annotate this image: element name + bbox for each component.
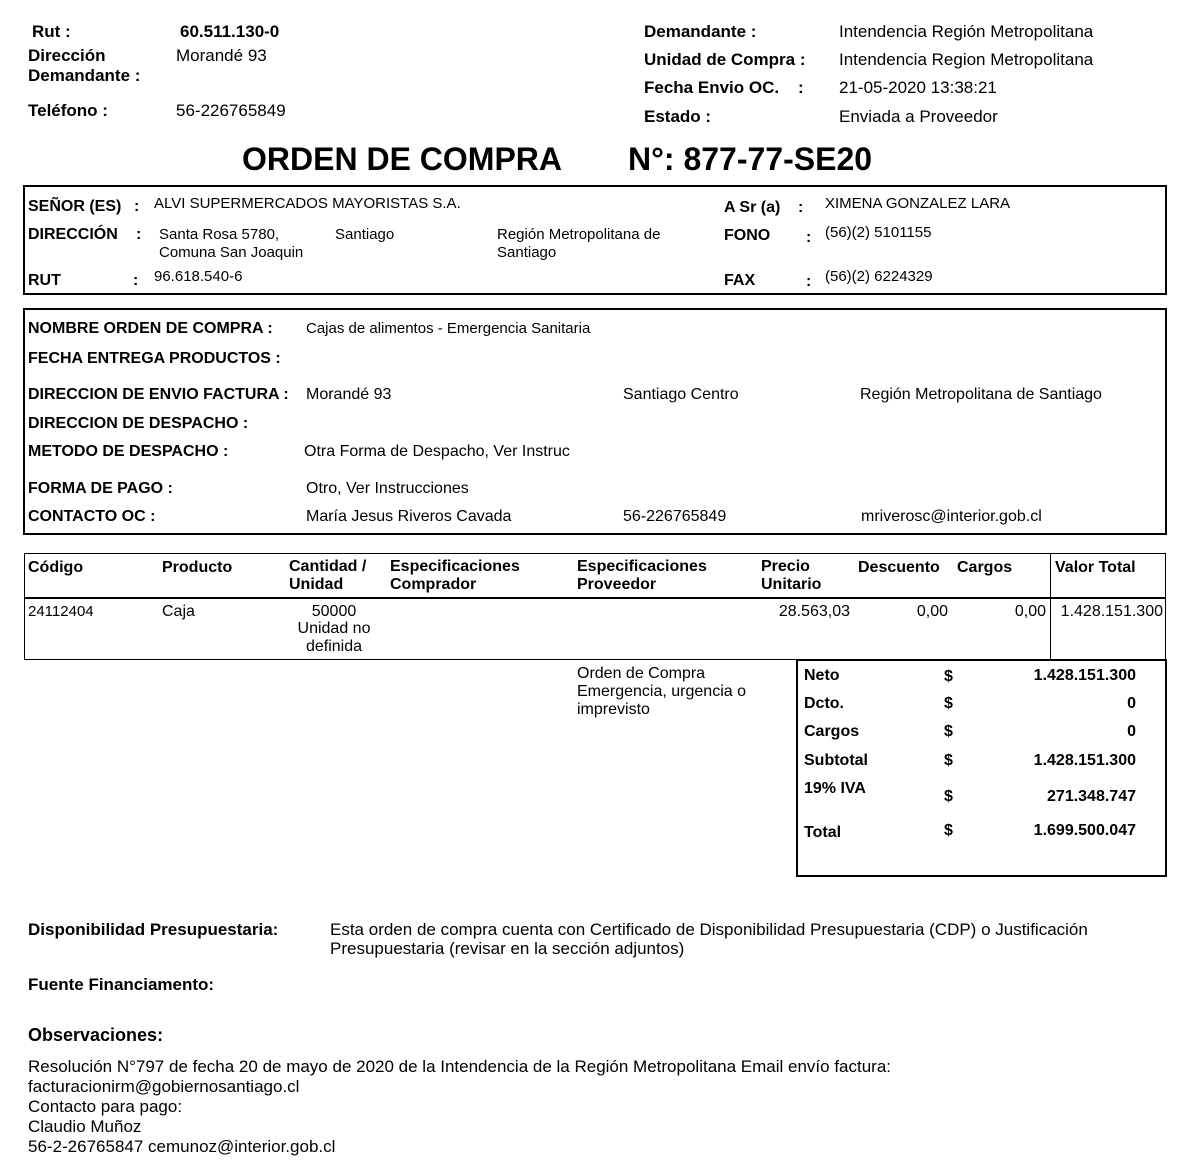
- fax-colon: :: [806, 273, 812, 290]
- iva-value: 271.348.747: [1047, 788, 1136, 805]
- obs-line: Contacto para pago:: [28, 1097, 183, 1116]
- order-number: N°: 877-77-SE20: [628, 141, 873, 177]
- contacto-oc-label: CONTACTO OC :: [28, 508, 156, 525]
- dir-factura-region: Región Metropolitana de Santiago: [860, 386, 1102, 403]
- row-descuento: 0,00: [916, 603, 948, 620]
- metodo-despacho-label: METODO DE DESPACHO :: [28, 443, 229, 460]
- order-note: Orden de Compra Emergencia, urgencia o imprevisto: [577, 665, 746, 718]
- rut-label: Rut :: [32, 22, 71, 41]
- estado-label: Estado :: [644, 107, 712, 126]
- row-valor: 1.428.151.300: [1060, 603, 1163, 620]
- col-esp-comprador: Especificaciones Comprador: [390, 558, 520, 593]
- asr-value: XIMENA GONZALEZ LARA: [825, 195, 1011, 212]
- col-precio: Precio Unitario: [761, 558, 822, 593]
- row-cargos: 0,00: [1014, 603, 1046, 620]
- subtotal-label: Subtotal: [804, 752, 868, 769]
- rut-value: 60.511.130-0: [180, 22, 280, 41]
- demandante-value: Intendencia Región Metropolitana: [839, 22, 1094, 41]
- direccion-demandante-value: Morandé 93: [176, 46, 267, 65]
- subtotal-currency: $: [944, 752, 953, 769]
- nombre-oc-value: Cajas de alimentos - Emergencia Sanitaria: [306, 320, 591, 337]
- senor-colon: :: [134, 198, 140, 215]
- col-valor: Valor Total: [1055, 559, 1136, 576]
- col-esp-proveedor: Especificaciones Proveedor: [577, 558, 707, 593]
- senor-label: SEÑOR (ES): [28, 198, 122, 215]
- fecha-envio-value: 21-05-2020 13:38:21: [839, 78, 997, 97]
- asr-label: A Sr (a): [724, 199, 781, 216]
- metodo-despacho-value: Otra Forma de Despacho, Ver Instruc: [304, 443, 570, 460]
- nombre-oc-label: NOMBRE ORDEN DE COMPRA :: [28, 320, 273, 337]
- col-producto: Producto: [162, 559, 233, 576]
- fecha-envio-colon: :: [798, 78, 804, 97]
- neto-value: 1.428.151.300: [1033, 667, 1136, 684]
- iva-currency: $: [944, 788, 953, 805]
- estado-value: Enviada a Proveedor: [839, 107, 998, 126]
- valor-column-divider: [1050, 553, 1051, 660]
- cargos-value: 0: [1127, 723, 1136, 740]
- telefono-label: Teléfono :: [28, 101, 108, 120]
- subtotal-value: 1.428.151.300: [1033, 752, 1136, 769]
- items-header-divider: [24, 597, 1166, 599]
- direccion-colon: :: [136, 226, 142, 243]
- cargos-currency: $: [944, 723, 953, 740]
- neto-currency: $: [944, 668, 953, 685]
- total-value: 1.699.500.047: [1033, 822, 1136, 839]
- obs-line: Claudio Muñoz: [28, 1117, 142, 1136]
- unidad-compra-value: Intendencia Region Metropolitana: [839, 50, 1094, 69]
- dir-despacho-label: DIRECCION DE DESPACHO :: [28, 415, 249, 432]
- obs-line: 56-2-26765847 cemunoz@interior.gob.cl: [28, 1137, 336, 1156]
- direccion-region: Región Metropolitana de Santiago: [497, 226, 661, 261]
- fax-label: FAX: [724, 272, 756, 289]
- col-descuento: Descuento: [858, 559, 940, 576]
- fuente-label: Fuente Financiamento:: [28, 975, 215, 994]
- iva-label: 19% IVA: [804, 780, 866, 797]
- row-codigo: 24112404: [28, 603, 94, 620]
- dcto-label: Dcto.: [804, 695, 844, 712]
- contacto-phone: 56-226765849: [623, 508, 727, 525]
- fono-value: (56)(2) 5101155: [825, 224, 932, 241]
- disponibilidad-label: Disponibilidad Presupuestaria:: [28, 920, 279, 939]
- supplier-rut-value: 96.618.540-6: [154, 268, 243, 285]
- row-unidad: Unidad no definida: [297, 620, 371, 655]
- direccion-label: DIRECCIÓN: [28, 226, 118, 243]
- contacto-email: mriverosc@interior.gob.cl: [861, 508, 1042, 525]
- col-cantidad: Cantidad / Unidad: [289, 558, 367, 593]
- dir-factura-label: DIRECCION DE ENVIO FACTURA :: [28, 386, 289, 403]
- total-label: Total: [804, 824, 842, 841]
- disponibilidad-value: Esta orden de compra cuenta con Certificado de Disponibilidad Presupuestaria (CDP) o Justificación Presupuestaria (revisar en la sección adjuntos): [330, 920, 1088, 958]
- forma-pago-value: Otro, Ver Instrucciones: [306, 480, 469, 497]
- col-cargos: Cargos: [957, 559, 1013, 576]
- total-currency: $: [944, 822, 953, 839]
- observaciones-label: Observaciones:: [28, 1025, 164, 1045]
- fecha-entrega-label: FECHA ENTREGA PRODUCTOS :: [28, 350, 281, 367]
- fecha-envio-label: Fecha Envio OC.: [644, 78, 780, 97]
- row-cantidad: 50000: [311, 603, 357, 620]
- telefono-value: 56-226765849: [176, 101, 286, 120]
- row-producto: Caja: [162, 603, 195, 620]
- page-title: ORDEN DE COMPRA: [242, 141, 563, 177]
- asr-colon: :: [798, 199, 804, 216]
- supplier-rut-colon: :: [133, 272, 139, 289]
- direccion-demandante-label: Dirección Demandante :: [28, 46, 141, 85]
- cargos-label: Cargos: [804, 723, 860, 740]
- supplier-rut-label: RUT: [28, 272, 61, 289]
- col-codigo: Código: [28, 559, 84, 576]
- forma-pago-label: FORMA DE PAGO :: [28, 480, 173, 497]
- direccion-city: Santiago: [335, 226, 395, 243]
- neto-label: Neto: [804, 667, 840, 684]
- dcto-value: 0: [1127, 695, 1136, 712]
- contacto-name: María Jesus Riveros Cavada: [306, 508, 512, 525]
- dcto-currency: $: [944, 695, 953, 712]
- senor-value: ALVI SUPERMERCADOS MAYORISTAS S.A.: [154, 195, 461, 212]
- direccion-street: Santa Rosa 5780, Comuna San Joaquin: [159, 226, 304, 261]
- unidad-compra-label: Unidad de Compra :: [644, 50, 806, 69]
- fono-colon: :: [806, 229, 812, 246]
- demandante-label: Demandante :: [644, 22, 757, 41]
- fono-label: FONO: [724, 227, 771, 244]
- row-precio: 28.563,03: [778, 603, 850, 620]
- fax-value: (56)(2) 6224329: [825, 268, 933, 285]
- dir-factura-street: Morandé 93: [306, 386, 392, 403]
- obs-line: Resolución N°797 de fecha 20 de mayo de 2020 de la Intendencia de la Región Metropolitana Email envío factura:: [28, 1057, 892, 1076]
- obs-line: facturacionirm@gobiernosantiago.cl: [28, 1077, 300, 1096]
- dir-factura-city: Santiago Centro: [623, 386, 739, 403]
